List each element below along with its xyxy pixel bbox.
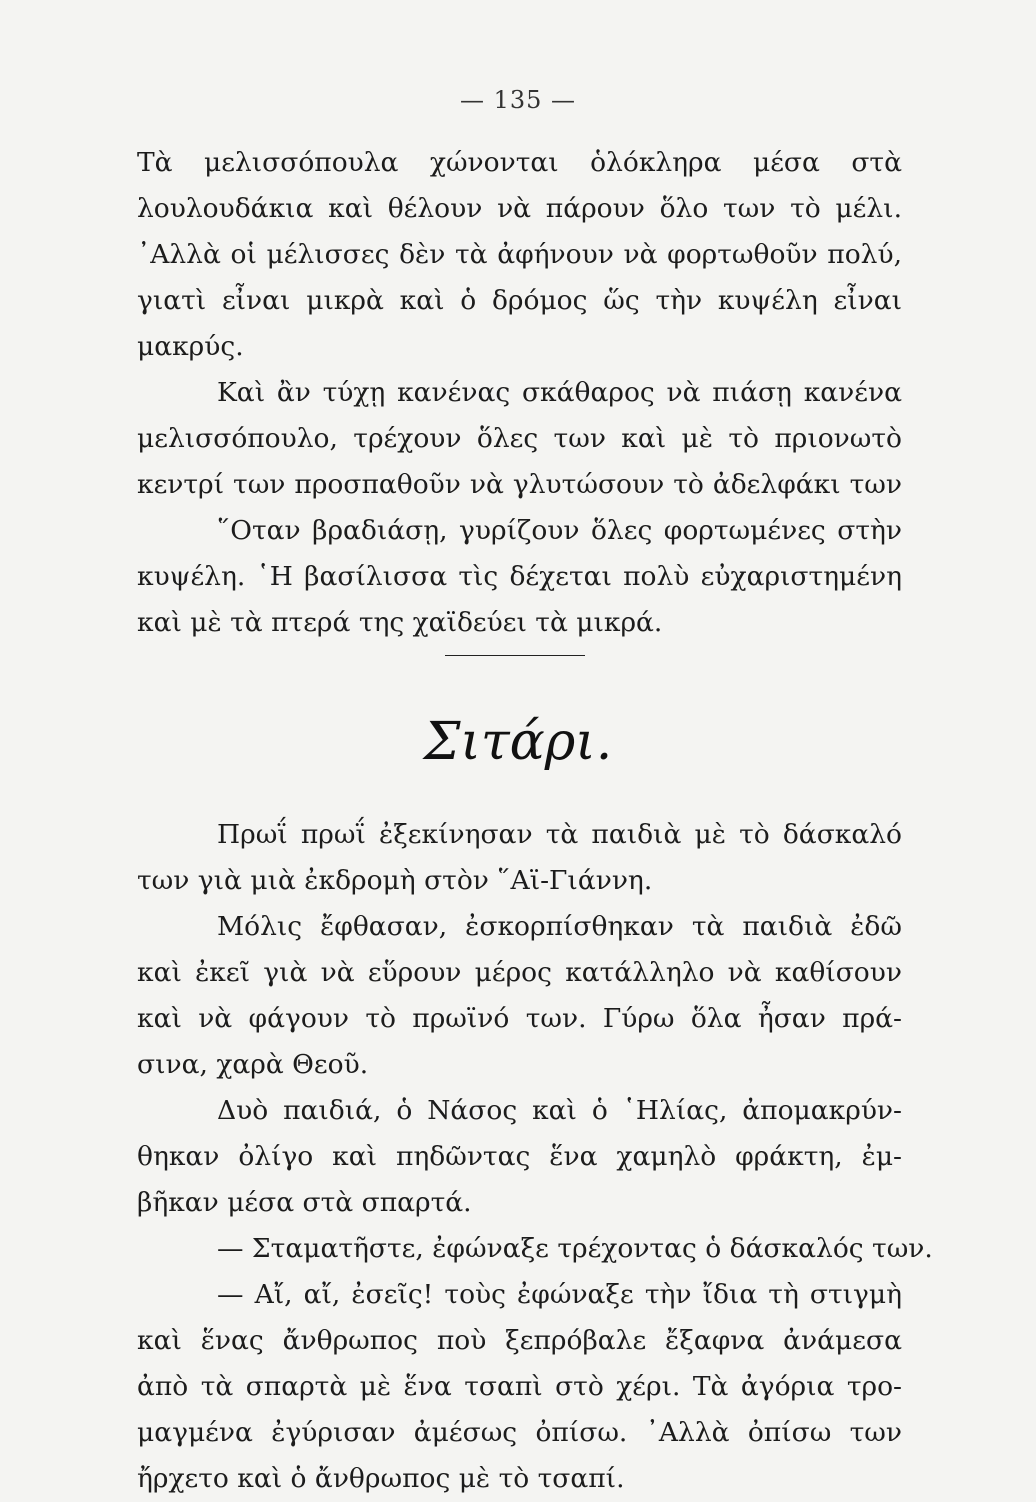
section-divider [445,655,585,656]
text-line: των γιὰ μιὰ ἐκδρομὴ στὸν ῞Αϊ-Γιάννη. [137,865,653,896]
bees-passage [137,140,902,646]
text-line: γιατὶ εἶναι μικρὰ καὶ ὁ δρόμος ὥς τὴν κυψέλη εἶναι [137,285,902,316]
text-line: λουλουδάκια καὶ θέλουν νὰ πάρουν ὅλο των τὸ μέλι. [137,193,902,224]
text-line: ἀπὸ τὰ σπαρτὰ μὲ ἕνα τσαπὶ στὸ χέρι. Τὰ ἀγόρια τρο- [137,1371,902,1402]
text-line: καὶ μὲ τὰ πτερά της χαϊδεύει τὰ μικρά. [137,607,663,638]
text-line: καὶ ἐκεῖ γιὰ νὰ εὕρουν μέρος κατάλληλο νὰ καθίσουν [137,957,902,988]
text-line: καὶ ἕνας ἄνθρωπος ποὺ ξεπρόβαλε ἔξαφνα ἀνάμεσα [137,1325,902,1356]
text-line: Πρωΐ πρωΐ ἐξεκίνησαν τὰ παιδιὰ μὲ τὸ δάσκαλό [217,819,902,850]
text-line: Τὰ μελισσόπουλα χώνονται ὁλόκληρα μέσα στὰ [137,147,902,178]
text-line: ᾿Αλλὰ οἱ μέλισσες δὲν τὰ ἀφήνουν νὰ φορτωθοῦν πολύ, [137,239,902,270]
text-line: Καὶ ἂν τύχῃ κανένας σκάθαρος νὰ πιάσῃ κανένα [217,377,902,408]
text-line: καὶ νὰ φάγουν τὸ πρωϊνό των. Γύρω ὅλα ἦσαν πρά- [137,1003,902,1034]
text-line: βῆκαν μέσα στὰ σπαρτά. [137,1187,472,1218]
text-line: κυψέλη. ῾Η βασίλισσα τὶς δέχεται πολὺ εὐχαριστημένη [137,561,902,592]
text-line: ῞Οταν βραδιάσῃ, γυρίζουν ὅλες φορτωμένες στὴν [217,515,902,546]
page-number: — 135 — [459,86,577,114]
text-line: Μόλις ἔφθασαν, ἐσκορπίσθηκαν τὰ παιδιὰ ἐδῶ [217,911,902,942]
text-line: — Σταματῆστε, ἐφώναξε τρέχοντας ὁ δάσκαλός των. [217,1233,933,1264]
text-line: ἤρχετο καὶ ὁ ἄνθρωπος μὲ τὸ τσαπί. [137,1463,625,1494]
text-line: — Αἴ, αἴ, ἐσεῖς! τοὺς ἐφώναξε τὴν ἴδια τὴ στιγμὴ [217,1279,902,1310]
text-line: μαγμένα ἐγύρισαν ἀμέσως ὀπίσω. ᾿Αλλὰ ὀπίσω των [137,1417,902,1448]
text-line: Δυὸ παιδιά, ὁ Νάσος καὶ ὁ ῾Ηλίας, ἀπομακρύν- [217,1095,902,1126]
chapter-title: Σιτάρι. [423,712,613,772]
text-line: κεντρί των προσπαθοῦν νὰ γλυτώσουν τὸ ἀδελφάκι των [137,469,902,500]
text-line: μακρύς. [137,331,244,362]
wheat-passage [137,812,933,1502]
text-line: σινα, χαρὰ Θεοῦ. [137,1049,369,1080]
text-line: θηκαν ὀλίγο καὶ πηδῶντας ἕνα χαμηλὸ φράκτη, ἐμ- [137,1141,902,1172]
text-line: μελισσόπουλο, τρέχουν ὅλες των καὶ μὲ τὸ πριονωτὸ [137,423,902,454]
